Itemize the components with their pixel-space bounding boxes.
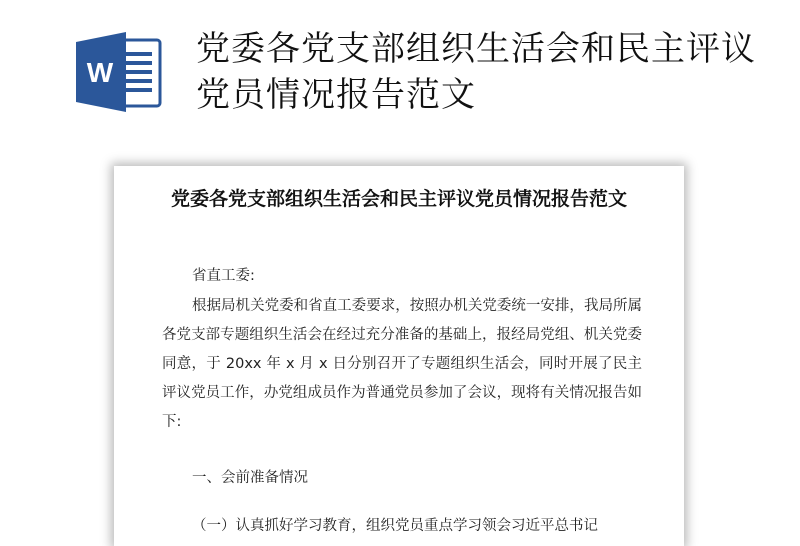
document-salutation: 省直工委:: [192, 268, 255, 284]
word-document-icon: [76, 30, 164, 114]
sub-section-heading: （一）认真抓好学习教育，组织党员重点学习领会习近平总书记: [192, 518, 598, 534]
section-heading: 一、会前准备情况: [192, 470, 308, 486]
word-logo-letter: W: [86, 57, 114, 88]
document-paragraph: 根据局机关党委和省直工委要求，按照办机关党委统一安排，我局所属各党支部专题组织生活会在经过充分准备的基础上，报经局党组、机关党委同意，于 20xx 年 x 月 x 日分别召开了专题组织生活会，同时开展了民主评议党员工作，办党组成员作为普通党员参加了会议，现将有关情况报告如下:: [162, 298, 642, 430]
document-heading: 党委各党支部组织生活会和民主评议党员情况报告范文: [170, 188, 627, 210]
page-title: 党委各党支部组织生活会和民主评议党员情况报告范文: [196, 29, 756, 115]
page-header: [0, 0, 800, 150]
document-page-preview: [114, 166, 684, 546]
